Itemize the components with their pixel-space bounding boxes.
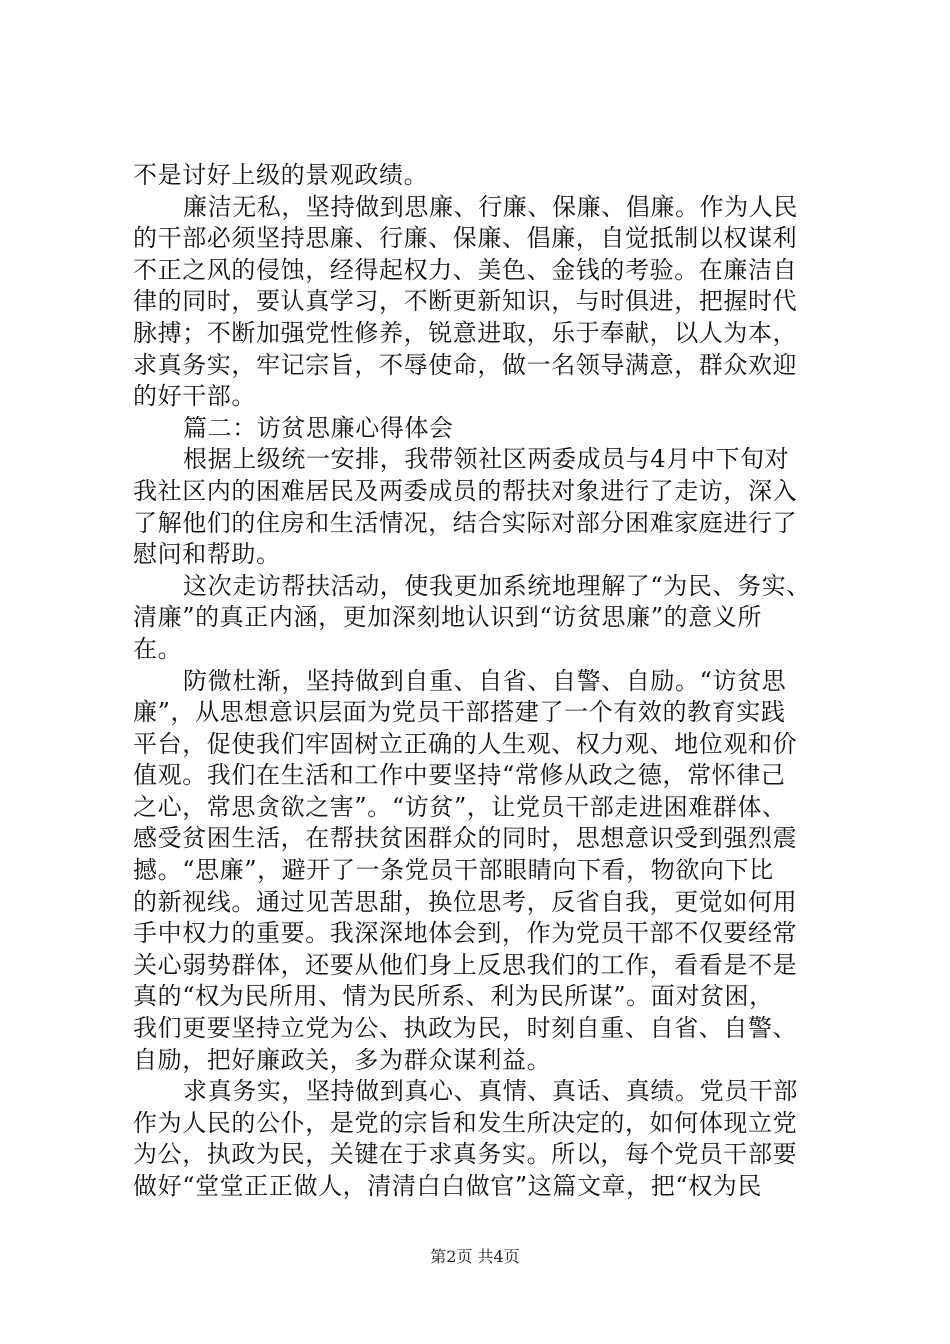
text-line: 我们更要坚持立党为公、执政为民，时刻自重、自省、自警、 xyxy=(133,1014,798,1043)
text-line: 的新视线。通过见苦思甜，换位思考，反省自我，更觉如何用 xyxy=(133,887,798,916)
text-line: 做好“堂堂正正做人，清清白白做官”这篇文章，把“权为民 xyxy=(133,1172,763,1200)
text-line: 求真务实，坚持做到真心、真情、真话、真绩。党员干部 xyxy=(183,1077,798,1106)
text-line: 的干部必须坚持思廉、行廉、保廉、倡廉，自觉抵制以权谋利 xyxy=(133,224,798,253)
text-line: 手中权力的重要。我深深地体会到，作为党员干部不仅要经常 xyxy=(133,919,798,948)
text-line: 慰问和帮助。 xyxy=(133,540,281,569)
text-line: 这次走访帮扶活动，使我更加系统地理解了“为民、务实、 xyxy=(183,571,811,600)
text-line: 廉”，从思想意识层面为党员干部搭建了一个有效的教育实践 xyxy=(133,698,786,727)
text-line: 感受贫困生活，在帮扶贫困群众的同时，思想意识受到强烈震 xyxy=(133,824,798,853)
text-line: 撼。“思廉”，避开了一条党员干部眼睛向下看，物欲向下比 xyxy=(133,856,774,885)
text-line: 为公，执政为民，关键在于求真务实。所以，每个党员干部要 xyxy=(133,1140,798,1169)
text-line: 清廉”的真正内涵，更加深刻地认识到“访贫思廉”的意义所 xyxy=(133,603,763,632)
text-line: 求真务实，牢记宗旨，不辱使命，做一名领导满意，群众欢迎 xyxy=(133,350,798,379)
text-line: 的好干部。 xyxy=(133,382,256,411)
text-line: 了解他们的住房和生活情况，结合实际对部分困难家庭进行了 xyxy=(133,508,798,537)
text-line: 不正之风的侵蚀，经得起权力、美色、金钱的考验。在廉洁自 xyxy=(133,255,798,284)
text-line: 作为人民的公仆，是党的宗旨和发生所决定的，如何体现立党 xyxy=(133,1108,798,1137)
text-line: 关心弱势群体，还要从他们身上反思我们的工作，看看是不是 xyxy=(133,950,798,979)
document-body xyxy=(133,160,833,1203)
text-line: 我社区内的困难居民及两委成员的帮扶对象进行了走访，深入 xyxy=(133,476,798,505)
text-line: 不是讨好上级的景观政绩。 xyxy=(133,161,429,189)
page-footer: 第2页 共4页 xyxy=(430,1247,520,1266)
text-line: 真的“权为民所用、情为民所系、利为民所谋”。面对贫困， xyxy=(133,982,774,1011)
text-line: 自励，把好廉政关，多为群众谋利益。 xyxy=(133,1045,552,1074)
text-line: 之心，常思贪欲之害”。“访贫”，让党员干部走进困难群体、 xyxy=(133,792,787,821)
text-line: 防微杜渐，坚持做到自重、自省、自警、自励。“访贫思 xyxy=(183,666,787,695)
text-line: 篇二：访贫思廉心得体会 xyxy=(183,413,454,442)
text-line: 平台，促使我们牢固树立正确的人生观、权力观、地位观和价 xyxy=(133,729,798,758)
text-line: 律的同时，要认真学习，不断更新知识，与时俱进，把握时代 xyxy=(133,287,798,316)
text-line: 值观。我们在生活和工作中要坚持“常修从政之德，常怀律己 xyxy=(133,761,786,790)
text-line: 脉搏；不断加强党性修养，锐意进取，乐于奉献，以人为本， xyxy=(133,318,798,347)
text-line: 廉洁无私，坚持做到思廉、行廉、保廉、倡廉。作为人民 xyxy=(183,192,798,221)
text-line: 根据上级统一安排，我带领社区两委成员与4月中下旬对 xyxy=(183,445,790,474)
text-line: 在。 xyxy=(133,634,183,663)
